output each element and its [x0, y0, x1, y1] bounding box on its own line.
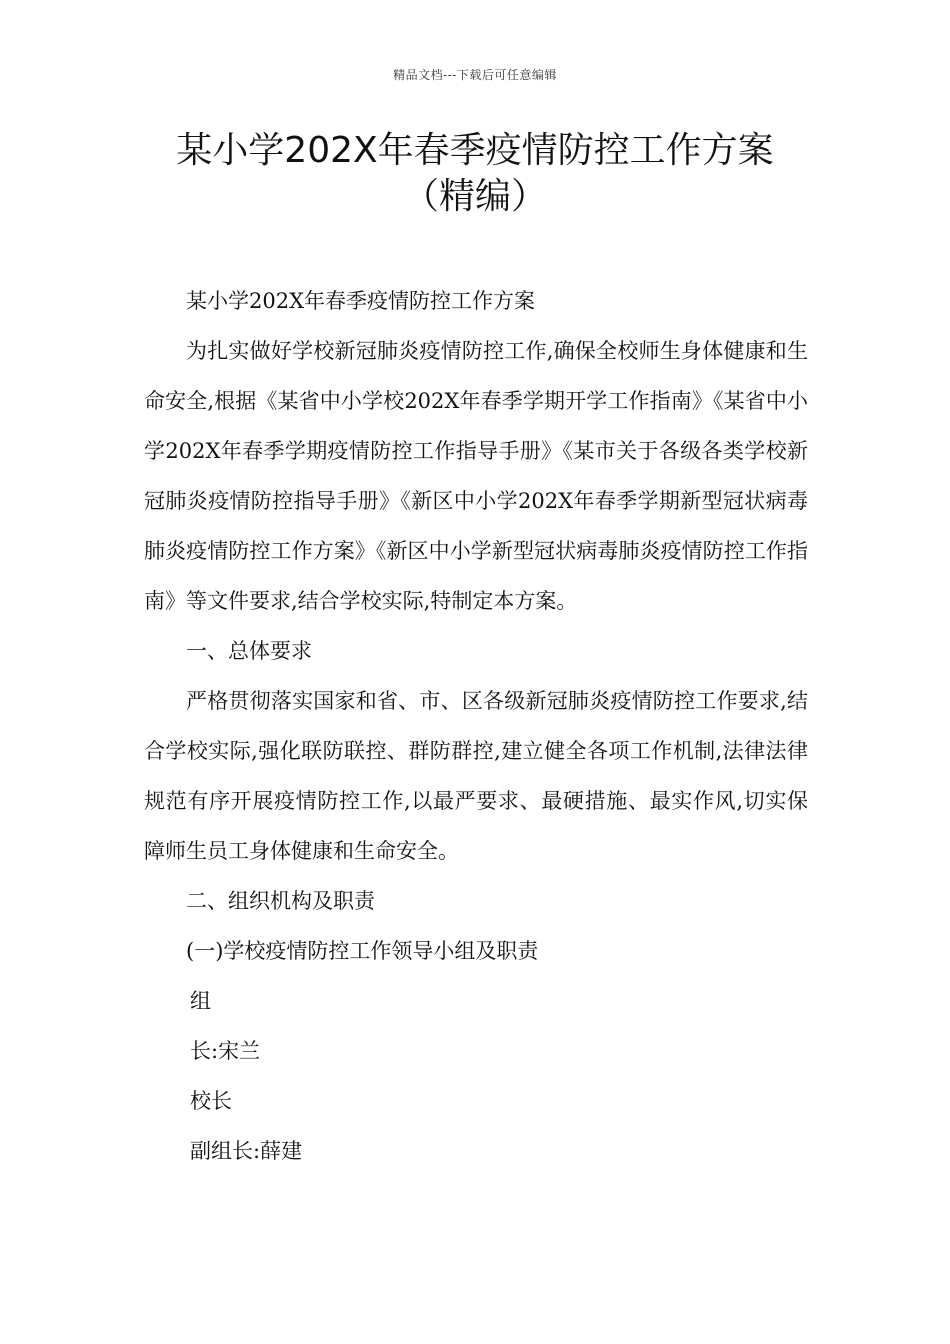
paragraph-intro: 为扎实做好学校新冠肺炎疫情防控工作,确保全校师生身体健康和生命安全,根据《某省中小学校202X年春季学期开学工作指南》《某省中小学202X年春季学期疫情防控工作指导手册》《某市关于各级各类学校新冠肺炎疫情防控指导手册》《新区中小学202X年春季学期新型冠状病毒肺炎疫情防控工作方案》《新区中小学新型冠状病毒肺炎疫情防控工作指南》等文件要求,结合学校实际,特制定本方案。 [144, 339, 808, 613]
header-note: 精品文档---下载后可任意编辑 [393, 68, 557, 82]
list-item: 校长 [190, 1089, 232, 1113]
subsection-heading-leading-group: (一)学校疫情防控工作领导小组及职责 [186, 939, 539, 963]
list-item: 长:宋兰 [190, 1039, 261, 1063]
section-heading-organization: 二、组织机构及职责 [186, 889, 375, 913]
document-title-line1: 某小学202X年春季疫情防控工作方案 [176, 130, 774, 171]
list-item: 组 [190, 989, 211, 1013]
document-title [100, 128, 850, 220]
paragraph-plan-name: 某小学202X年春季疫情防控工作方案 [186, 289, 536, 313]
document-title-line2: （精编） [402, 176, 547, 217]
paragraph-general-requirements: 严格贯彻落实国家和省、市、区各级新冠肺炎疫情防控工作要求,结合学校实际,强化联防联控、群防群控,建立健全各项工作机制,法律法律规范有序开展疫情防控工作,以最严要求、最硬措施、最实作风,切实保障师生员工身体健康和生命安全。 [144, 689, 808, 863]
document-body [144, 276, 808, 1176]
section-heading-general-requirements: 一、总体要求 [186, 639, 312, 663]
list-item: 副组长:薛建 [190, 1139, 303, 1163]
